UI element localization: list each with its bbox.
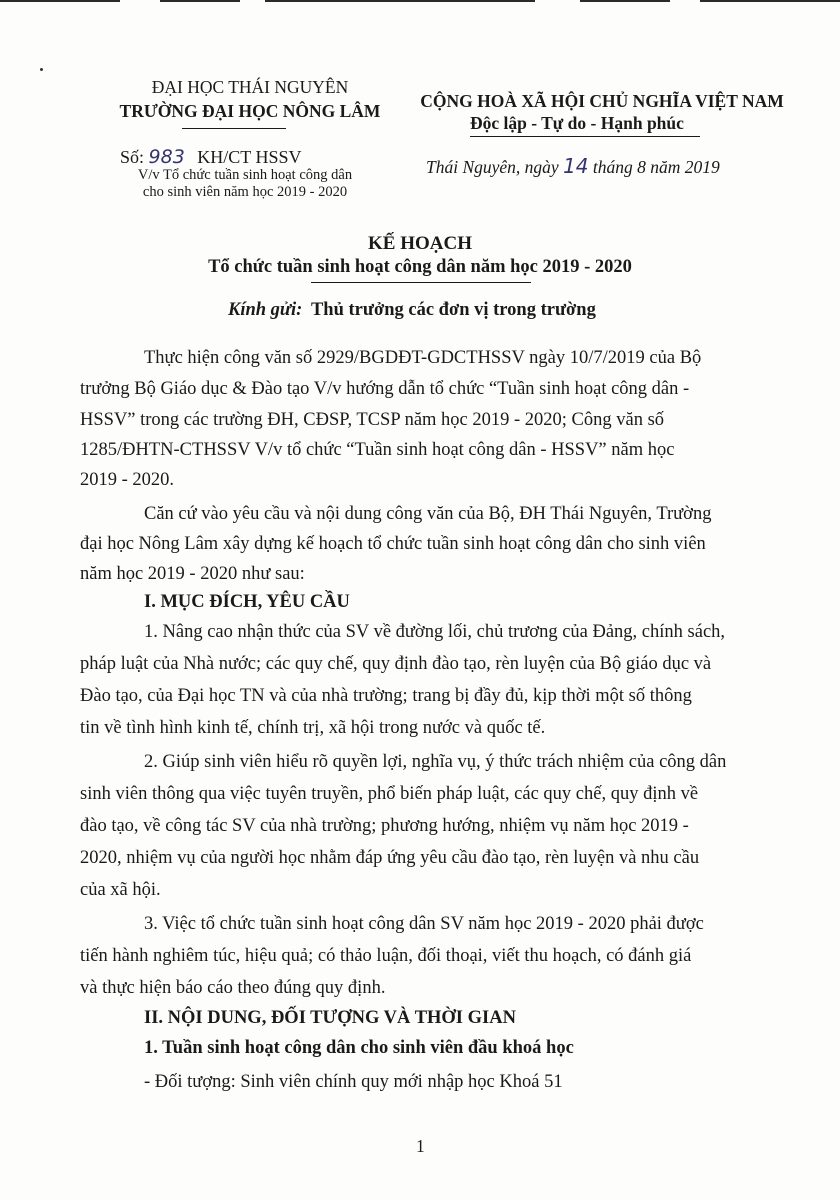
scan-edge-mark [700,0,840,2]
recipient-label: Kính gửi: [228,300,303,320]
section-1-heading: I. MỤC ĐÍCH, YÊU CẦU [144,592,350,612]
scan-edge-mark [265,0,535,2]
p1-line-1: Thực hiện công văn số 2929/BGDĐT-GDCTHSSV ngày 10/7/2019 của Bộ [144,348,702,368]
item3-line-3: và thực hiện báo cáo theo đúng quy định. [80,978,386,998]
org-name-wrap [100,100,400,122]
subject-line-2: cho sinh viên năm học 2019 - 2020 [142,184,348,200]
org-name: TRƯỜNG ĐẠI HỌC NÔNG LÂM [119,101,381,121]
scan-edge-mark [0,0,120,2]
doc-number-suffix: KH/CT HSSV [197,147,302,167]
p1-line-3: HSSV” trong các trường ĐH, CĐSP, TCSP năm học 2019 - 2020; Công văn số [80,410,665,430]
scan-edge-mark [160,0,240,2]
p1-line-2: trưởng Bộ Giáo dục & Đào tạo V/v hướng dẫn tổ chức “Tuần sinh hoạt công dân - [80,379,690,399]
item1-line-3: Đào tạo, của Đại học TN và của nhà trường; trang bị đầy đủ, kịp thời một số thông [80,686,692,706]
motto-underline [470,136,700,137]
page-number: 1 [416,1136,425,1156]
item2-line-2: sinh viên thông qua việc tuyên truyền, phổ biến pháp luật, các quy chế, quy định về [80,784,699,804]
item2-line-1: 2. Giúp sinh viên hiểu rõ quyền lợi, nghĩa vụ, ý thức trách nhiệm của công dân [144,752,727,772]
motto: Độc lập - Tự do - Hạnh phúc [470,113,684,133]
org-underline [182,128,286,129]
subtitle-underline [311,282,531,283]
doc-number [120,146,301,168]
item1-line-2: pháp luật của Nhà nước; các quy chế, quy định đào tạo, rèn luyện của Bộ giáo dục và [80,654,712,674]
p2-line-3: năm học 2019 - 2020 như sau: [80,564,305,584]
item1-line-1: 1. Nâng cao nhận thức của SV về đường lối, chủ trương của Đảng, chính sách, [144,622,726,642]
doc-number-handwritten: 983 [148,146,185,168]
item2-line-4: 2020, nhiệm vụ của người học nhằm đáp ứng yêu cầu đào tạo, rèn luyện và nhu cầu [80,848,700,868]
section-2-heading: II. NỘI DUNG, ĐỐI TƯỢNG VÀ THỜI GIAN [144,1008,516,1028]
subtitle-wrap [0,257,840,278]
item2-line-5: của xã hội. [80,880,161,900]
target-line: - Đối tượng: Sinh viên chính quy mới nhập học Khoá 51 [144,1072,563,1092]
p1-line-5: 2019 - 2020. [80,470,175,490]
doc-number-prefix: Số: [120,147,145,167]
item1-line-4: tin về tình hình kinh tế, chính trị, xã hội trong nước và quốc tế. [80,718,546,738]
org-parent: ĐẠI HỌC THÁI NGUYÊN [151,77,349,97]
recipient: Thủ trưởng các đơn vị trong trường [310,300,596,320]
motto-wrap [470,112,684,134]
p2-line-1: Căn cứ vào yêu cầu và nội dung công văn của Bộ, ĐH Thái Nguyên, Trường [144,504,712,524]
date-prefix: Thái Nguyên, ngày [426,157,559,177]
date-suffix: tháng 8 năm 2019 [592,157,720,177]
section-2-sub-1: 1. Tuần sinh hoạt công dân cho sinh viên đầu khoá học [144,1038,574,1058]
document-subtitle: Tổ chức tuần sinh hoạt công dân năm học 2019 - 2020 [208,257,632,277]
item2-line-3: đào tạo, về công tác SV của nhà trường; phương hướng, nhiệm vụ năm học 2019 - [80,816,689,836]
subject-line-1: V/v Tổ chức tuần sinh hoạt công dân [137,167,353,183]
item3-line-2: tiến hành nghiêm túc, hiệu quả; có thảo luận, đối thoại, viết thu hoạch, có đánh giá [80,946,692,966]
p1-line-4: 1285/ĐHTN-CTHSSV V/v tổ chức “Tuần sinh hoạt công dân - HSSV” năm học [80,440,675,460]
p2-line-2: đại học Nông Lâm xây dựng kế hoạch tổ chức tuần sinh hoạt công dân cho sinh viên [80,534,706,554]
country-name: CỘNG HOÀ XÃ HỘI CHỦ NGHĨA VIỆT NAM [420,91,784,111]
scan-edge-mark [580,0,670,2]
scan-speck [40,68,43,71]
document-title: KẾ HOẠCH [368,233,472,254]
date-day-handwritten: 14 [563,154,589,178]
recipient-line [228,300,596,321]
document-date [426,154,720,178]
item3-line-1: 3. Việc tổ chức tuần sinh hoạt công dân SV năm học 2019 - 2020 phải được [144,914,704,934]
